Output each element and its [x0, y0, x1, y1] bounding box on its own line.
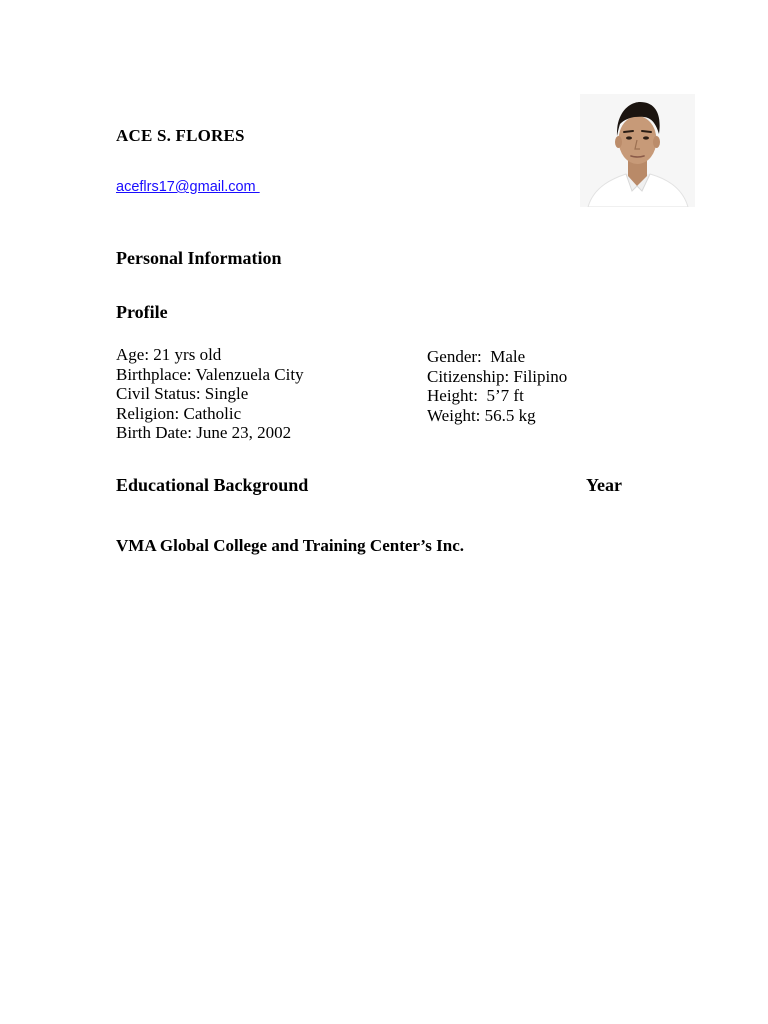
school-name: VMA Global College and Training Center’s Inc. [116, 536, 465, 555]
profile-details-left [116, 345, 304, 443]
profile-photo [580, 94, 695, 207]
applicant-name: ACE S. FLORES [116, 126, 245, 145]
profile-height: Height: 5’7 ft [427, 386, 524, 406]
email-link[interactable]: aceflrs17@gmail.com [116, 179, 260, 195]
section-heading-profile: Profile [116, 302, 168, 322]
profile-gender: Gender: Male [427, 347, 526, 366]
section-heading-personal-information: Personal Information [116, 248, 282, 268]
profile-birthplace: Birthplace: Valenzuela City [116, 364, 304, 384]
profile-citizenship: Citizenship: Filipino [427, 366, 568, 386]
profile-weight: Weight: 56.5 kg [427, 405, 536, 425]
profile-details-right [427, 347, 567, 425]
profile-birth-date: Birth Date: June 23, 2002 [116, 423, 292, 443]
profile-age: Age: 21 yrs old [116, 345, 222, 364]
section-heading-educational-background: Educational Background [116, 475, 309, 495]
person-portrait-icon [580, 94, 695, 207]
profile-civil-status: Civil Status: Single [116, 384, 249, 404]
column-heading-year: Year [586, 475, 622, 495]
profile-religion: Religion: Catholic [116, 403, 242, 423]
